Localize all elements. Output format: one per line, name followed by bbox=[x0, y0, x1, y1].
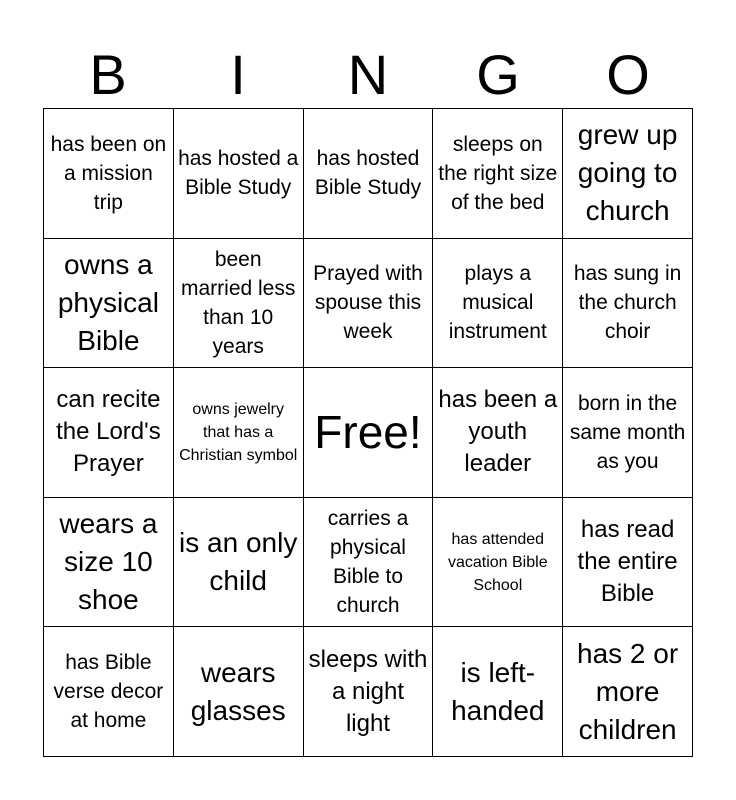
cell-text: has sung in the church choir bbox=[573, 262, 682, 344]
cell-text: owns a physical Bible bbox=[57, 248, 159, 356]
bingo-cell-r1-c1[interactable] bbox=[44, 109, 174, 239]
cell-text: been married less than 10 years bbox=[181, 247, 296, 358]
cell-text: sleeps with a night light bbox=[308, 645, 428, 737]
cell-text: has 2 or more children bbox=[577, 637, 679, 745]
cell-text: has attended vacation Bible School bbox=[447, 530, 548, 594]
cell-text: carries a physical Bible to church bbox=[327, 507, 409, 618]
bingo-cell-r5-c5[interactable] bbox=[563, 627, 693, 757]
header-letter-i: I bbox=[230, 43, 246, 106]
cell-text: plays a musical instrument bbox=[448, 262, 547, 344]
bingo-cell-r4-c3[interactable] bbox=[304, 498, 434, 628]
header-letter-o: O bbox=[606, 43, 650, 106]
free-space-text: Free! bbox=[314, 406, 422, 459]
cell-text: has been on a mission trip bbox=[50, 132, 167, 214]
bingo-cell-r2-c3[interactable] bbox=[304, 239, 434, 369]
bingo-cell-r4-c4[interactable] bbox=[433, 498, 563, 628]
bingo-cell-r3-c2[interactable] bbox=[174, 368, 304, 498]
cell-text: has read the entire Bible bbox=[577, 516, 678, 608]
cell-text: has Bible verse decor at home bbox=[53, 651, 164, 733]
cell-text: wears glasses bbox=[190, 656, 286, 726]
cell-text: has hosted Bible Study bbox=[314, 147, 422, 200]
cell-text: wears a size 10 shoe bbox=[59, 508, 158, 616]
cell-text: is an only child bbox=[179, 527, 298, 597]
bingo-cell-r2-c4[interactable] bbox=[433, 239, 563, 369]
bingo-cell-r1-c2[interactable] bbox=[174, 109, 304, 239]
header-letter-b: B bbox=[89, 43, 127, 106]
bingo-cell-r5-c2[interactable] bbox=[174, 627, 304, 757]
header-letter-n: N bbox=[347, 43, 389, 106]
cell-text: Prayed with spouse this week bbox=[313, 262, 423, 344]
bingo-cell-r4-c2[interactable] bbox=[174, 498, 304, 628]
cell-text: has been a youth leader bbox=[438, 386, 558, 478]
bingo-cell-r4-c5[interactable] bbox=[563, 498, 693, 628]
bingo-cell-r2-c1[interactable] bbox=[44, 239, 174, 369]
bingo-header bbox=[43, 42, 693, 108]
cell-text: owns jewelry that has a Christian symbol bbox=[179, 400, 298, 464]
bingo-cell-r3-c1[interactable] bbox=[44, 368, 174, 498]
cell-text: sleeps on the right size of the bed bbox=[438, 132, 558, 214]
cell-text: grew up going to church bbox=[577, 119, 678, 227]
bingo-cell-free[interactable] bbox=[304, 368, 434, 498]
bingo-cell-r5-c1[interactable] bbox=[44, 627, 174, 757]
bingo-cell-r5-c4[interactable] bbox=[433, 627, 563, 757]
bingo-cell-r3-c4[interactable] bbox=[433, 368, 563, 498]
bingo-cell-r1-c5[interactable] bbox=[563, 109, 693, 239]
bingo-grid bbox=[43, 108, 693, 757]
bingo-cell-r5-c3[interactable] bbox=[304, 627, 434, 757]
bingo-cell-r1-c3[interactable] bbox=[304, 109, 434, 239]
bingo-cell-r1-c4[interactable] bbox=[433, 109, 563, 239]
bingo-cell-r4-c1[interactable] bbox=[44, 498, 174, 628]
header-letter-g: G bbox=[476, 43, 520, 106]
cell-text: can recite the Lord's Prayer bbox=[56, 386, 161, 478]
bingo-cell-r3-c5[interactable] bbox=[563, 368, 693, 498]
bingo-cell-r2-c2[interactable] bbox=[174, 239, 304, 369]
cell-text: has hosted a Bible Study bbox=[178, 147, 299, 200]
cell-text: born in the same month as you bbox=[569, 391, 686, 473]
cell-text: is left-handed bbox=[451, 656, 545, 726]
bingo-cell-r2-c5[interactable] bbox=[563, 239, 693, 369]
